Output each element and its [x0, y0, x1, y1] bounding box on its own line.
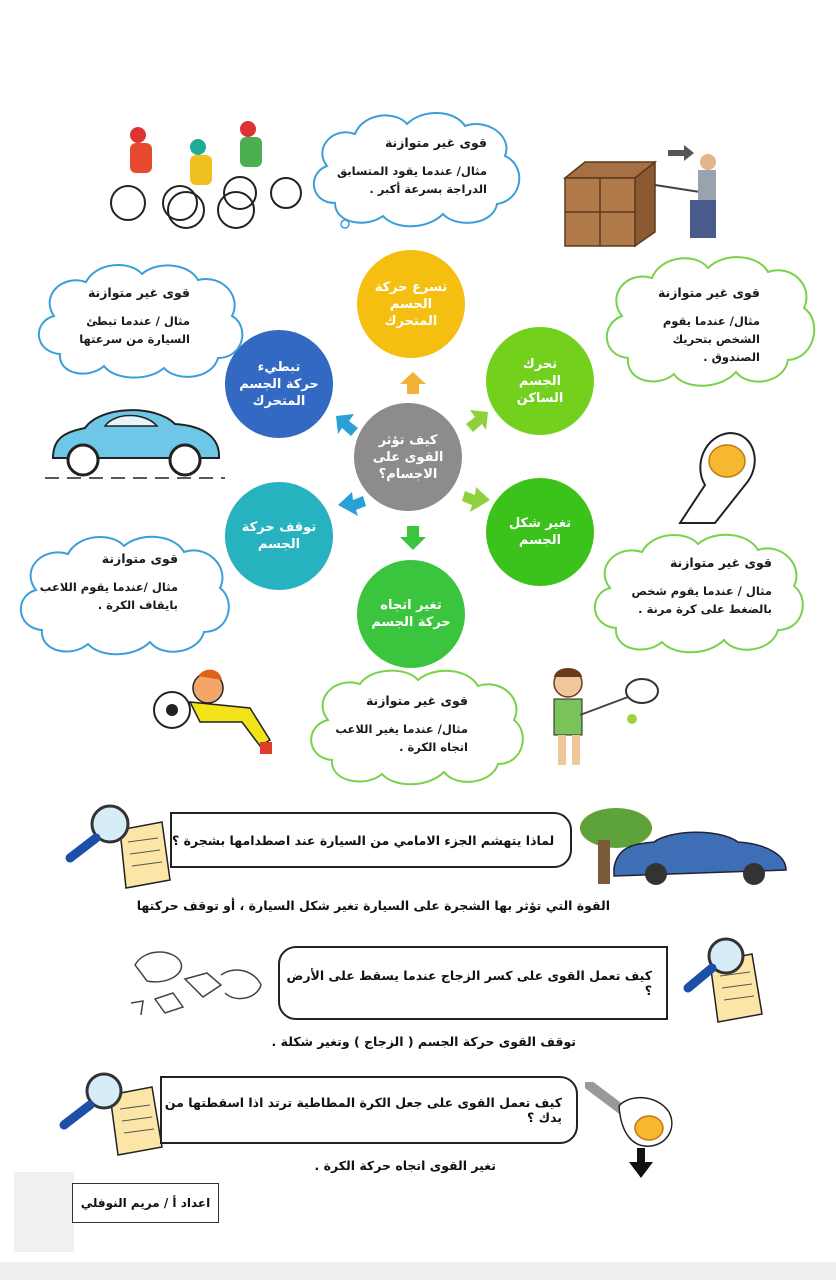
- effect-slow-down: تبطيء حركة الجسم المتحرك: [225, 330, 333, 438]
- cloud-ball-squeeze: قوى غير متوازنة مثال / عندما يقوم شخص بالضغط على كرة مرنة .: [586, 530, 808, 658]
- answer-2: توقف القوى حركة الجسم ( الزجاج ) وتغير شكلة .: [271, 1034, 576, 1049]
- arrow-up-left-icon: [336, 414, 358, 436]
- credit-text: اعداد أ / مريم النوفلي: [80, 1196, 211, 1210]
- question-1-text: لماذا يتهشم الجزء الامامي من السيارة عند اصطدامها بشجرة ؟: [172, 832, 555, 848]
- cloud-box: قوى غير متوازنة مثال/ عندما يقوم الشخص بتحريك الصندوق .: [598, 250, 818, 392]
- question-2-text: كيف تعمل القوى على كسر الزجاج عندما يسقط على الأرض ؟: [286, 968, 652, 998]
- cyclists-illustration: [108, 115, 303, 235]
- effect-stop-motion: توقف حركة الجسم: [225, 482, 333, 590]
- answer-1: القوة التي تؤثر بها الشجرة على السيارة تغير شكل السيارة ، أو توقف حركتها: [136, 898, 610, 913]
- effect-change-shape: تغير شكل الجسم: [486, 478, 594, 586]
- arrow-down-right-icon: [462, 487, 490, 512]
- bottom-strip: [0, 1262, 836, 1280]
- cloud-cyclists: قوى غير متوازنة مثال/ عندما يقود المتسابق الدراجة بسرعة أكبر .: [305, 108, 527, 230]
- question-3-text: كيف تعمل القوى على جعل الكرة المطاطية ترتد اذا اسقطتها من يدك ؟: [164, 1095, 562, 1125]
- effect-move-static: تحرك الجسم الساكن: [486, 327, 594, 435]
- blue-car-illustration: [45, 398, 225, 483]
- cloud-car: قوى غير متوازنة مثال / عندما تبطئ السيارة من سرعتها: [32, 260, 242, 382]
- magnifier-icon: [62, 800, 172, 890]
- question-3-box: [160, 1076, 578, 1144]
- answer-3: تغير القوى اتجاه حركة الكرة .: [314, 1158, 496, 1173]
- hand-ball-illustration: [675, 425, 765, 525]
- question-2-box: [278, 946, 668, 1020]
- credit-box: [72, 1183, 219, 1223]
- hand-drop-ball-illustration: [585, 1082, 680, 1182]
- arrow-up-icon: [400, 372, 426, 394]
- goalkeeper-illustration: [150, 660, 285, 765]
- question-1-box: [170, 812, 572, 868]
- cloud-tennis: قوى غير متوازنة مثال/ عندما يغير اللاعب اتجاه الكرة .: [302, 668, 530, 788]
- magnifier-icon-2: [660, 932, 772, 1024]
- magnifier-icon-3: [54, 1065, 166, 1157]
- effect-accelerate: تسرع حركة الجسم المتحرك: [357, 250, 465, 358]
- box-push-illustration: [560, 140, 738, 250]
- arrow-down-left-icon: [338, 492, 366, 516]
- cloud-goalkeeper: قوى متوازنة مثال /عندما يقوم اللاعب بايقاف الكرة .: [12, 530, 230, 660]
- arrow-up-right-icon: [466, 410, 488, 432]
- car-tree-illustration: [578, 808, 790, 890]
- broken-glass-illustration: [125, 945, 270, 1025]
- effect-change-direction: تغير اتجاه حركة الجسم: [357, 560, 465, 668]
- center-label: كيف تؤثر القوى على الاجسام؟: [372, 432, 444, 482]
- arrow-down-icon: [400, 526, 426, 550]
- arrows: [320, 360, 510, 560]
- tennis-illustration: [540, 665, 670, 775]
- watermark-logo: [14, 1172, 74, 1252]
